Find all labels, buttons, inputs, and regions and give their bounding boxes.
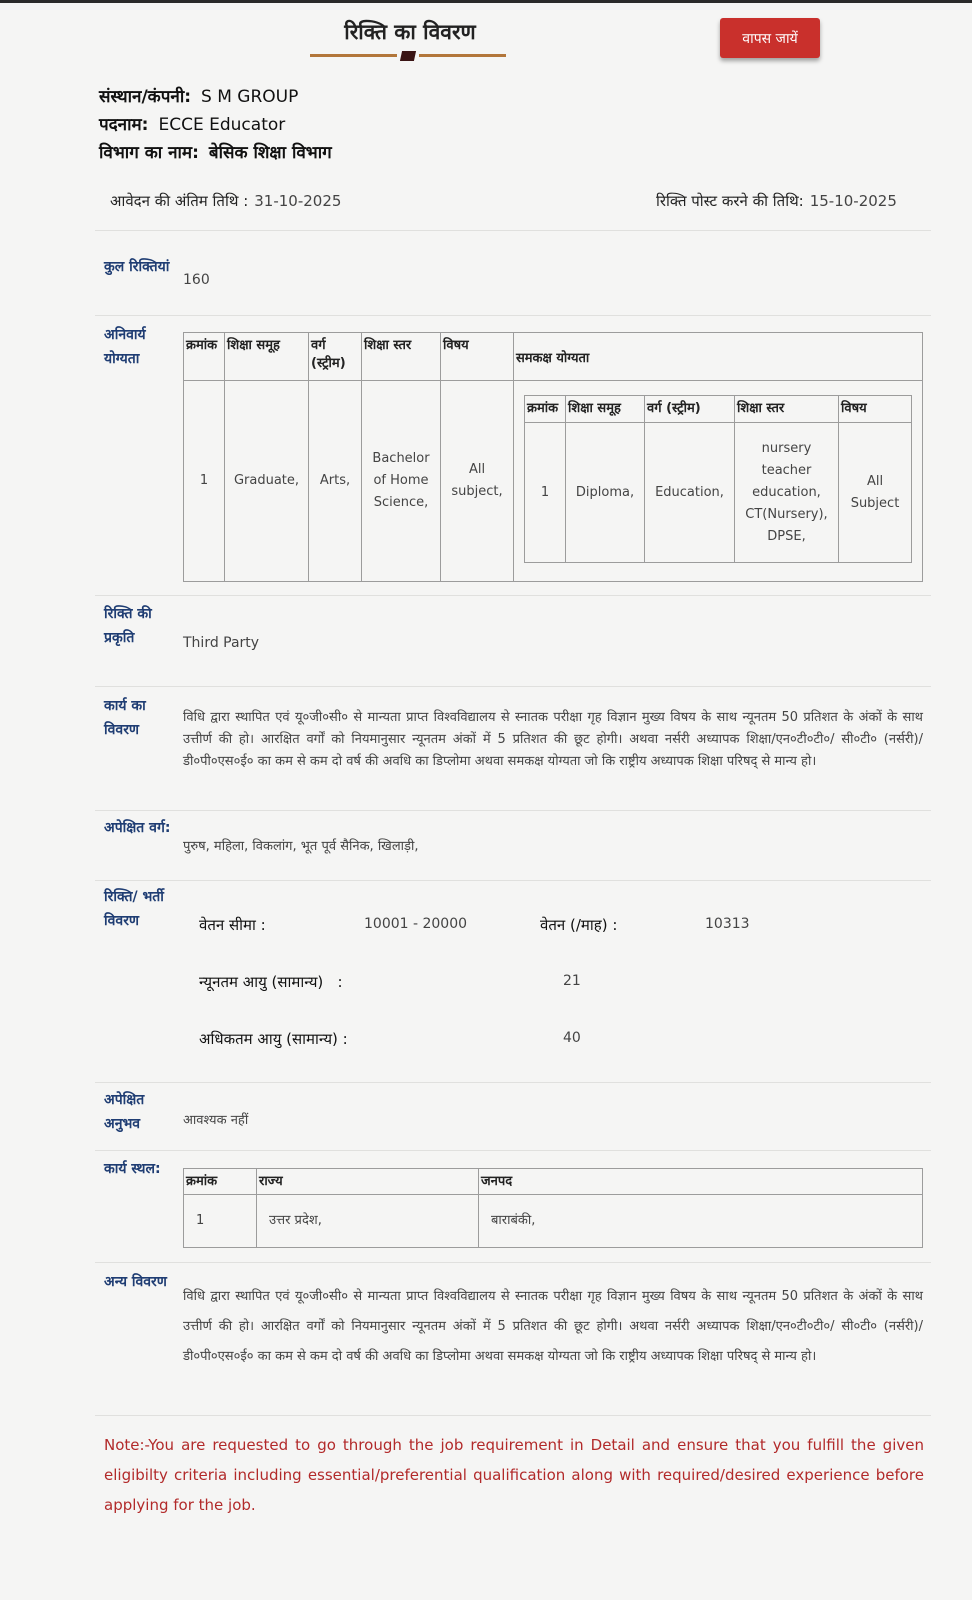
last-date-row [110, 191, 341, 211]
work-location-table [183, 1168, 923, 1248]
qualification-label: अनिवार्य योग्यता [104, 327, 146, 367]
department-value: बेसिक शिक्षा विभाग [208, 143, 332, 163]
qual-cell-level: Bachelor of Home Science, [362, 381, 441, 582]
equiv-cell-stream: Education, [645, 423, 735, 563]
loc-cell-district: बाराबंकी, [479, 1195, 923, 1248]
max-age-label: अधिकतम आयु (सामान्य) : [199, 1030, 348, 1048]
monthly-salary-value: 10313 [705, 916, 750, 932]
other-details-text: विधि द्वारा स्थापित एवं यू०जी०सी० से मान्यता प्राप्त विश्वविद्यालय से स्नातक परीक्षा गृह विज्ञान मुख्य विषय के साथ न्यूनतम 50 प्रतिशत के अंकों के साथ उत्तीर्ण की हो। आरक्षित वर्गों को नियमानुसार न्यूनतम अंकों में 5 प्रतिशत की छूट होगी। अथवा नर्सरी अध्यापक शिक्षा/एन०टी०टी०/ सी०टी० (नर्सरी)/डी०पी०एस०ई० का कम से कम दो वर्ष की अवधि का डिप्लोमा अथवा समकक्ष योग्यता जो कि राष्ट्रीय अध्यापक शिक्षा परिषद् से मान्य हो। [183, 1289, 923, 1364]
equiv-cell-serial: 1 [525, 423, 566, 563]
equivalent-qualification-table [524, 395, 912, 563]
total-vacancies-value: 160 [183, 272, 210, 288]
equiv-header-group: शिक्षा समूह [566, 396, 645, 423]
post-row [99, 112, 285, 135]
experience-label: अपेक्षित अनुभव [104, 1092, 145, 1132]
post-date-label: रिक्ति पोस्ट करने की तिथि: [656, 192, 804, 210]
experience-value: आवश्यक नहीं [183, 1113, 249, 1128]
qual-header-stream: वर्ग (स्ट्रीम) [309, 333, 362, 381]
divider [95, 230, 931, 231]
total-vacancies-label: कुल रिक्तियां [104, 259, 170, 275]
equiv-cell-group: Diploma, [566, 423, 645, 563]
qual-cell-equivalent [514, 381, 923, 582]
divider [95, 595, 931, 596]
back-button[interactable]: वापस जायें [720, 18, 820, 58]
last-date-value: 31-10-2025 [254, 192, 342, 210]
work-location-label: कार्य स्थल: [104, 1161, 161, 1177]
qual-header-subject: विषय [441, 333, 514, 381]
equiv-cell-level: nursery teacher education, CT(Nursery), DPSE, [735, 423, 839, 563]
qual-header-level: शिक्षा स्तर [362, 333, 441, 381]
qual-cell-stream: Arts, [309, 381, 362, 582]
loc-cell-serial: 1 [184, 1195, 257, 1248]
salary-range-label: वेतन सीमा : [199, 916, 266, 934]
vacancy-nature-value: Third Party [183, 635, 260, 651]
monthly-salary-label: वेतन (/माह) : [540, 916, 618, 934]
top-border [0, 0, 972, 3]
min-age-value: 21 [563, 973, 581, 989]
last-date-label: आवेदन की अंतिम तिथि : [110, 192, 249, 210]
qual-header-serial: क्रमांक [184, 333, 225, 381]
divider [95, 315, 931, 316]
title-underline-decoration [310, 51, 506, 61]
work-description-text: विधि द्वारा स्थापित एवं यू०जी०सी० से मान्यता प्राप्त विश्वविद्यालय से स्नातक परीक्षा गृह विज्ञान मुख्य विषय के साथ न्यूनतम 50 प्रतिशत के अंकों के साथ उत्तीर्ण की हो। आरक्षित वर्गों को नियमानुसार न्यूनतम अंकों में 5 प्रतिशत की छूट होगी। अथवा नर्सरी अध्यापक शिक्षा/एन०टी०टी०/ सी०टी० (नर्सरी)/डी०पी०एस०ई० का कम से कम दो वर्ष की अवधि का डिप्लोमा अथवा समकक्ष योग्यता जो कि राष्ट्रीय अध्यापक शिक्षा परिषद् से मान्य हो। [183, 710, 923, 769]
post-label: पदनाम: [99, 115, 149, 135]
company-label: संस्थान/कंपनी: [99, 87, 192, 107]
equiv-header-level: शिक्षा स्तर [735, 396, 839, 423]
min-age-label: न्यूनतम आयु (सामान्य) : [199, 973, 343, 991]
divider [95, 686, 931, 687]
qual-header-group: शिक्षा समूह [225, 333, 309, 381]
qual-cell-subject: All subject, [441, 381, 514, 582]
equiv-header-serial: क्रमांक [525, 396, 566, 423]
equiv-header-subject: विषय [839, 396, 912, 423]
loc-header-state: राज्य [257, 1169, 479, 1195]
work-description-label: कार्य का विवरण [104, 698, 146, 738]
loc-header-district: जनपद [479, 1169, 923, 1195]
post-value: ECCE Educator [158, 115, 286, 135]
divider [95, 1262, 931, 1263]
max-age-value: 40 [563, 1030, 581, 1046]
qual-cell-serial: 1 [184, 381, 225, 582]
equiv-header-stream: वर्ग (स्ट्रीम) [645, 396, 735, 423]
eligibility-note: Note:-You are requested to go through the job requirement in Detail and ensure that you fulfill the given eligibilty criteria including essential/preferential qualification along with required/desired experience before applying for the job. [104, 1436, 924, 1514]
post-date-row [656, 191, 897, 211]
divider [95, 880, 931, 881]
divider [95, 1082, 931, 1083]
qualification-table [183, 332, 923, 582]
department-row [99, 140, 342, 163]
page-title: रिक्ति का विवरण [344, 20, 476, 44]
divider [95, 1150, 931, 1151]
table-row [525, 423, 912, 563]
equiv-cell-subject: All Subject [839, 423, 912, 563]
other-details-label: अन्य विवरण [104, 1274, 167, 1290]
salary-range-value: 10001 - 20000 [364, 916, 468, 932]
vacancy-nature-label: रिक्ति की प्रकृति [104, 606, 152, 646]
expected-category-label: अपेक्षित वर्ग: [104, 820, 171, 836]
table-row [184, 381, 923, 582]
loc-cell-state: उत्तर प्रदेश, [257, 1195, 479, 1248]
company-row [99, 84, 298, 107]
qual-header-equivalent: समकक्ष योग्यता [514, 333, 923, 381]
post-date-value: 15-10-2025 [809, 192, 897, 210]
loc-header-serial: क्रमांक [184, 1169, 257, 1195]
table-row [184, 1195, 923, 1248]
expected-category-value: पुरुष, महिला, विकलांग, भूत पूर्व सैनिक, खिलाड़ी, [183, 839, 419, 854]
department-label: विभाग का नाम: [99, 143, 199, 163]
company-value: S M GROUP [201, 87, 299, 107]
divider [95, 1415, 931, 1416]
qual-cell-group: Graduate, [225, 381, 309, 582]
divider [95, 810, 931, 811]
recruitment-details-label: रिक्ति/ भर्ती विवरण [104, 889, 164, 929]
